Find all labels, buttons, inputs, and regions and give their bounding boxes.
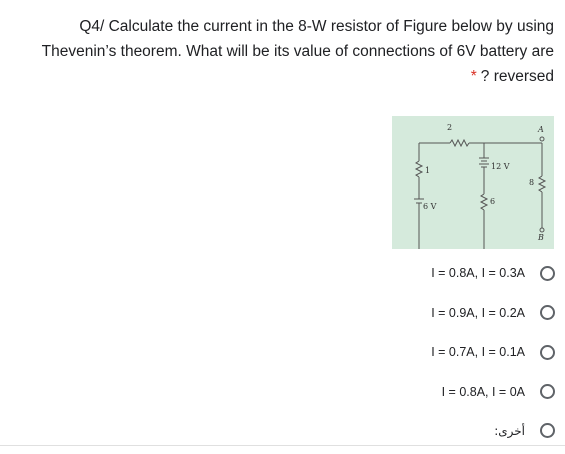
question-line-1: Q4/ Calculate the current in the 8-W resistor of Figure below by using [79,18,554,35]
option-1[interactable] [255,262,555,284]
option-4[interactable] [255,381,555,403]
answer-options [255,262,555,420]
label-battery-left: 6 V [423,202,437,211]
radio-button[interactable] [540,345,555,360]
other-label: أخرى: [494,423,525,438]
question-line-2: Thevenin’s theorem. What will be its value of connections of 6V battery are [41,43,554,60]
option-2[interactable] [255,302,555,324]
other-text-underline [0,445,565,446]
radio-button[interactable] [540,423,555,438]
question-line-3-text: ? reversed [480,68,554,85]
radio-button[interactable] [540,266,555,281]
option-other[interactable] [494,423,555,438]
radio-button[interactable] [540,384,555,399]
option-label: I = 0.8A, I = 0A [441,384,525,399]
option-label: I = 0.9A, I = 0.2A [431,305,525,320]
label-r-mid: 6 [490,197,496,206]
option-label: I = 0.8A, I = 0.3A [431,266,525,280]
required-asterisk: * [470,68,477,85]
circuit-figure [392,116,554,249]
label-r-top: 2 [447,123,453,132]
question-text [8,14,554,89]
label-r-right: 8 [529,178,535,187]
question-line-3 [8,64,554,89]
label-node-b: B [538,233,544,242]
option-label: I = 0.7A, I = 0.1A [431,345,525,359]
label-node-a: A [538,125,544,134]
radio-button[interactable] [540,305,555,320]
label-battery-mid: 12 V [491,162,510,171]
option-3[interactable] [255,341,555,363]
label-r-left: 1 [425,166,431,175]
